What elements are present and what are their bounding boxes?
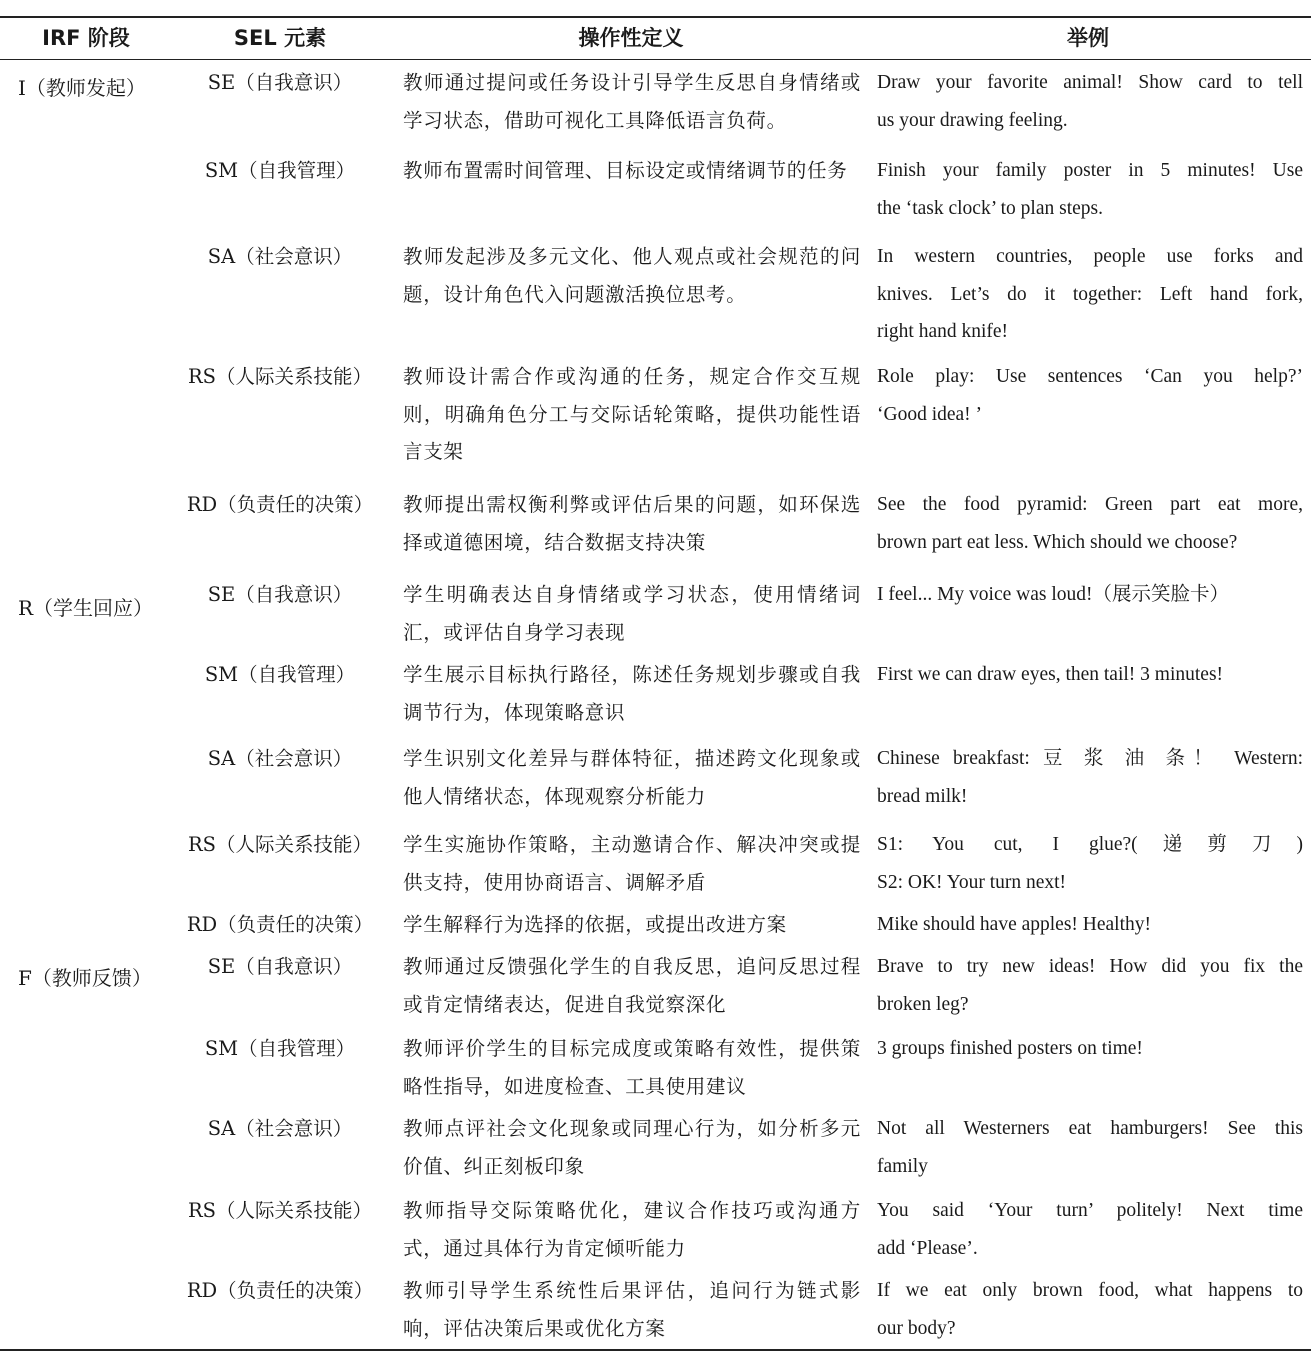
- example-cell: [877, 1110, 1303, 1185]
- irf-stage-label: R（学生回应）: [18, 596, 154, 620]
- example-line: add ‘Please’.: [877, 1237, 978, 1259]
- definition-cell: 教师设计需合作或沟通的任务，规定合作交互规则，明确角色分工与交际话轮策略，提供功能性语言支架: [403, 365, 861, 463]
- header-irf-stage: IRF 阶段: [42, 26, 130, 50]
- example-cell: [877, 948, 1303, 1023]
- example-line: 3 groups finished posters on time!: [877, 1038, 1143, 1059]
- sel-element-cell: RD（负责任的决策）: [186, 913, 374, 936]
- example-line: See the food pyramid: Green part eat more,: [877, 494, 1303, 515]
- example-line: knives. Let’s do it together: Left hand fork,: [877, 283, 1303, 305]
- sel-element-cell: SA（社会意识）: [207, 747, 353, 770]
- definition-cell: 教师发起涉及多元文化、他人观点或社会规范的问题，设计角色代入问题激活换位思考。: [403, 245, 861, 306]
- example-cell: [877, 1192, 1303, 1267]
- example-cell: [877, 486, 1303, 561]
- example-line: If we eat only brown food, what happens to: [877, 1280, 1303, 1301]
- sel-element-cell: SM（自我管理）: [204, 663, 356, 686]
- header-operational-definition: 操作性定义: [578, 26, 684, 50]
- sel-element-cell: RD（负责任的决策）: [186, 1279, 374, 1302]
- example-line: our body?: [877, 1317, 956, 1339]
- sel-element-cell: SE（自我意识）: [207, 71, 353, 94]
- example-line: bread milk!: [877, 785, 968, 807]
- sel-element-cell: RS（人际关系技能）: [187, 1199, 373, 1222]
- example-cell: [877, 906, 1303, 944]
- example-cell: [877, 576, 1303, 614]
- example-line: You said ‘Your turn’ politely! Next time: [877, 1200, 1303, 1221]
- example-line: S1: You cut, I glue?(递剪刀): [877, 834, 1303, 855]
- example-line: Chinese breakfast: 豆 浆 油 条！ Western:: [877, 748, 1303, 769]
- example-cell: [877, 656, 1303, 694]
- definition-cell: 教师评价学生的目标完成度或策略有效性，提供策略性指导，如进度检查、工具使用建议: [403, 1037, 861, 1098]
- example-line: broken leg?: [877, 993, 969, 1015]
- definition-cell: 教师引导学生系统性后果评估，追问行为链式影响，评估决策后果或优化方案: [403, 1279, 861, 1340]
- example-line: I feel... My voice was loud!（展示笑脸卡）: [877, 584, 1230, 605]
- example-cell: [877, 238, 1303, 351]
- example-cell: [877, 740, 1303, 815]
- example-line: Draw your favorite animal! Show card to tell: [877, 72, 1303, 93]
- table-header-rule: [0, 59, 1311, 60]
- example-cell: [877, 1030, 1303, 1068]
- example-line: Role play: Use sentences ‘Can you help?’: [877, 366, 1303, 387]
- sel-element-cell: RD（负责任的决策）: [186, 493, 374, 516]
- table-bottom-rule: [0, 1349, 1311, 1351]
- example-line: us your drawing feeling.: [877, 109, 1068, 131]
- example-line: ‘Good idea! ’: [877, 403, 983, 425]
- definition-cell: 学生实施协作策略，主动邀请合作、解决冲突或提供支持，使用协商语言、调解矛盾: [403, 833, 861, 894]
- example-line: the ‘task clock’ to plan steps.: [877, 197, 1103, 219]
- example-line: S2: OK! Your turn next!: [877, 871, 1067, 893]
- definition-cell: 教师点评社会文化现象或同理心行为，如分析多元价值、纠正刻板印象: [403, 1117, 861, 1178]
- example-line: right hand knife!: [877, 321, 1009, 342]
- example-cell: [877, 152, 1303, 227]
- definition-cell: 教师指导交际策略优化，建议合作技巧或沟通方式，通过具体行为肯定倾听能力: [403, 1199, 861, 1260]
- example-cell: [877, 64, 1303, 139]
- header-example: 举例: [1067, 26, 1109, 50]
- example-cell: [877, 1272, 1303, 1347]
- example-line: family: [877, 1155, 928, 1177]
- example-cell: [877, 826, 1303, 901]
- example-line: Mike should have apples! Healthy!: [877, 914, 1152, 935]
- definition-cell: 教师通过反馈强化学生的自我反思，追问反思过程或肯定情绪表达，促进自我觉察深化: [403, 955, 861, 1016]
- irf-stage-label: I（教师发起）: [18, 76, 146, 100]
- sel-element-cell: SM（自我管理）: [204, 1037, 356, 1060]
- sel-element-cell: SM（自我管理）: [204, 159, 356, 182]
- example-line: Brave to try new ideas! How did you fix the: [877, 956, 1303, 977]
- definition-cell: 学生识别文化差异与群体特征，描述跨文化现象或他人情绪状态，体现观察分析能力: [403, 747, 861, 808]
- header-sel-element: SEL 元素: [233, 26, 327, 50]
- sel-element-cell: SA（社会意识）: [207, 1117, 353, 1140]
- sel-element-cell: SE（自我意识）: [207, 583, 353, 606]
- definition-cell: 教师布置需时间管理、目标设定或情绪调节的任务: [403, 159, 848, 182]
- definition-cell: 学生明确表达自身情绪或学习状态，使用情绪词汇，或评估自身学习表现: [403, 583, 861, 644]
- example-line: Not all Westerners eat hamburgers! See this: [877, 1118, 1303, 1139]
- sel-element-cell: SE（自我意识）: [207, 955, 353, 978]
- sel-element-cell: RS（人际关系技能）: [187, 365, 373, 388]
- definition-cell: 学生解释行为选择的依据，或提出改进方案: [403, 913, 787, 936]
- sel-element-cell: SA（社会意识）: [207, 245, 353, 268]
- irf-stage-label: F（教师反馈）: [18, 966, 152, 990]
- table-top-rule: [0, 16, 1311, 18]
- example-line: Finish your family poster in 5 minutes! Use: [877, 160, 1303, 181]
- example-line: In western countries, people use forks and: [877, 246, 1303, 267]
- sel-element-cell: RS（人际关系技能）: [187, 833, 373, 856]
- definition-cell: 教师提出需权衡利弊或评估后果的问题，如环保选择或道德困境，结合数据支持决策: [403, 493, 861, 554]
- definition-cell: 教师通过提问或任务设计引导学生反思自身情绪或学习状态，借助可视化工具降低语言负荷。: [403, 71, 861, 132]
- example-line: brown part eat less. Which should we choose?: [877, 531, 1238, 553]
- example-line: First we can draw eyes, then tail! 3 minutes!: [877, 664, 1224, 685]
- example-cell: [877, 358, 1303, 433]
- definition-cell: 学生展示目标执行路径，陈述任务规划步骤或自我调节行为，体现策略意识: [403, 663, 861, 724]
